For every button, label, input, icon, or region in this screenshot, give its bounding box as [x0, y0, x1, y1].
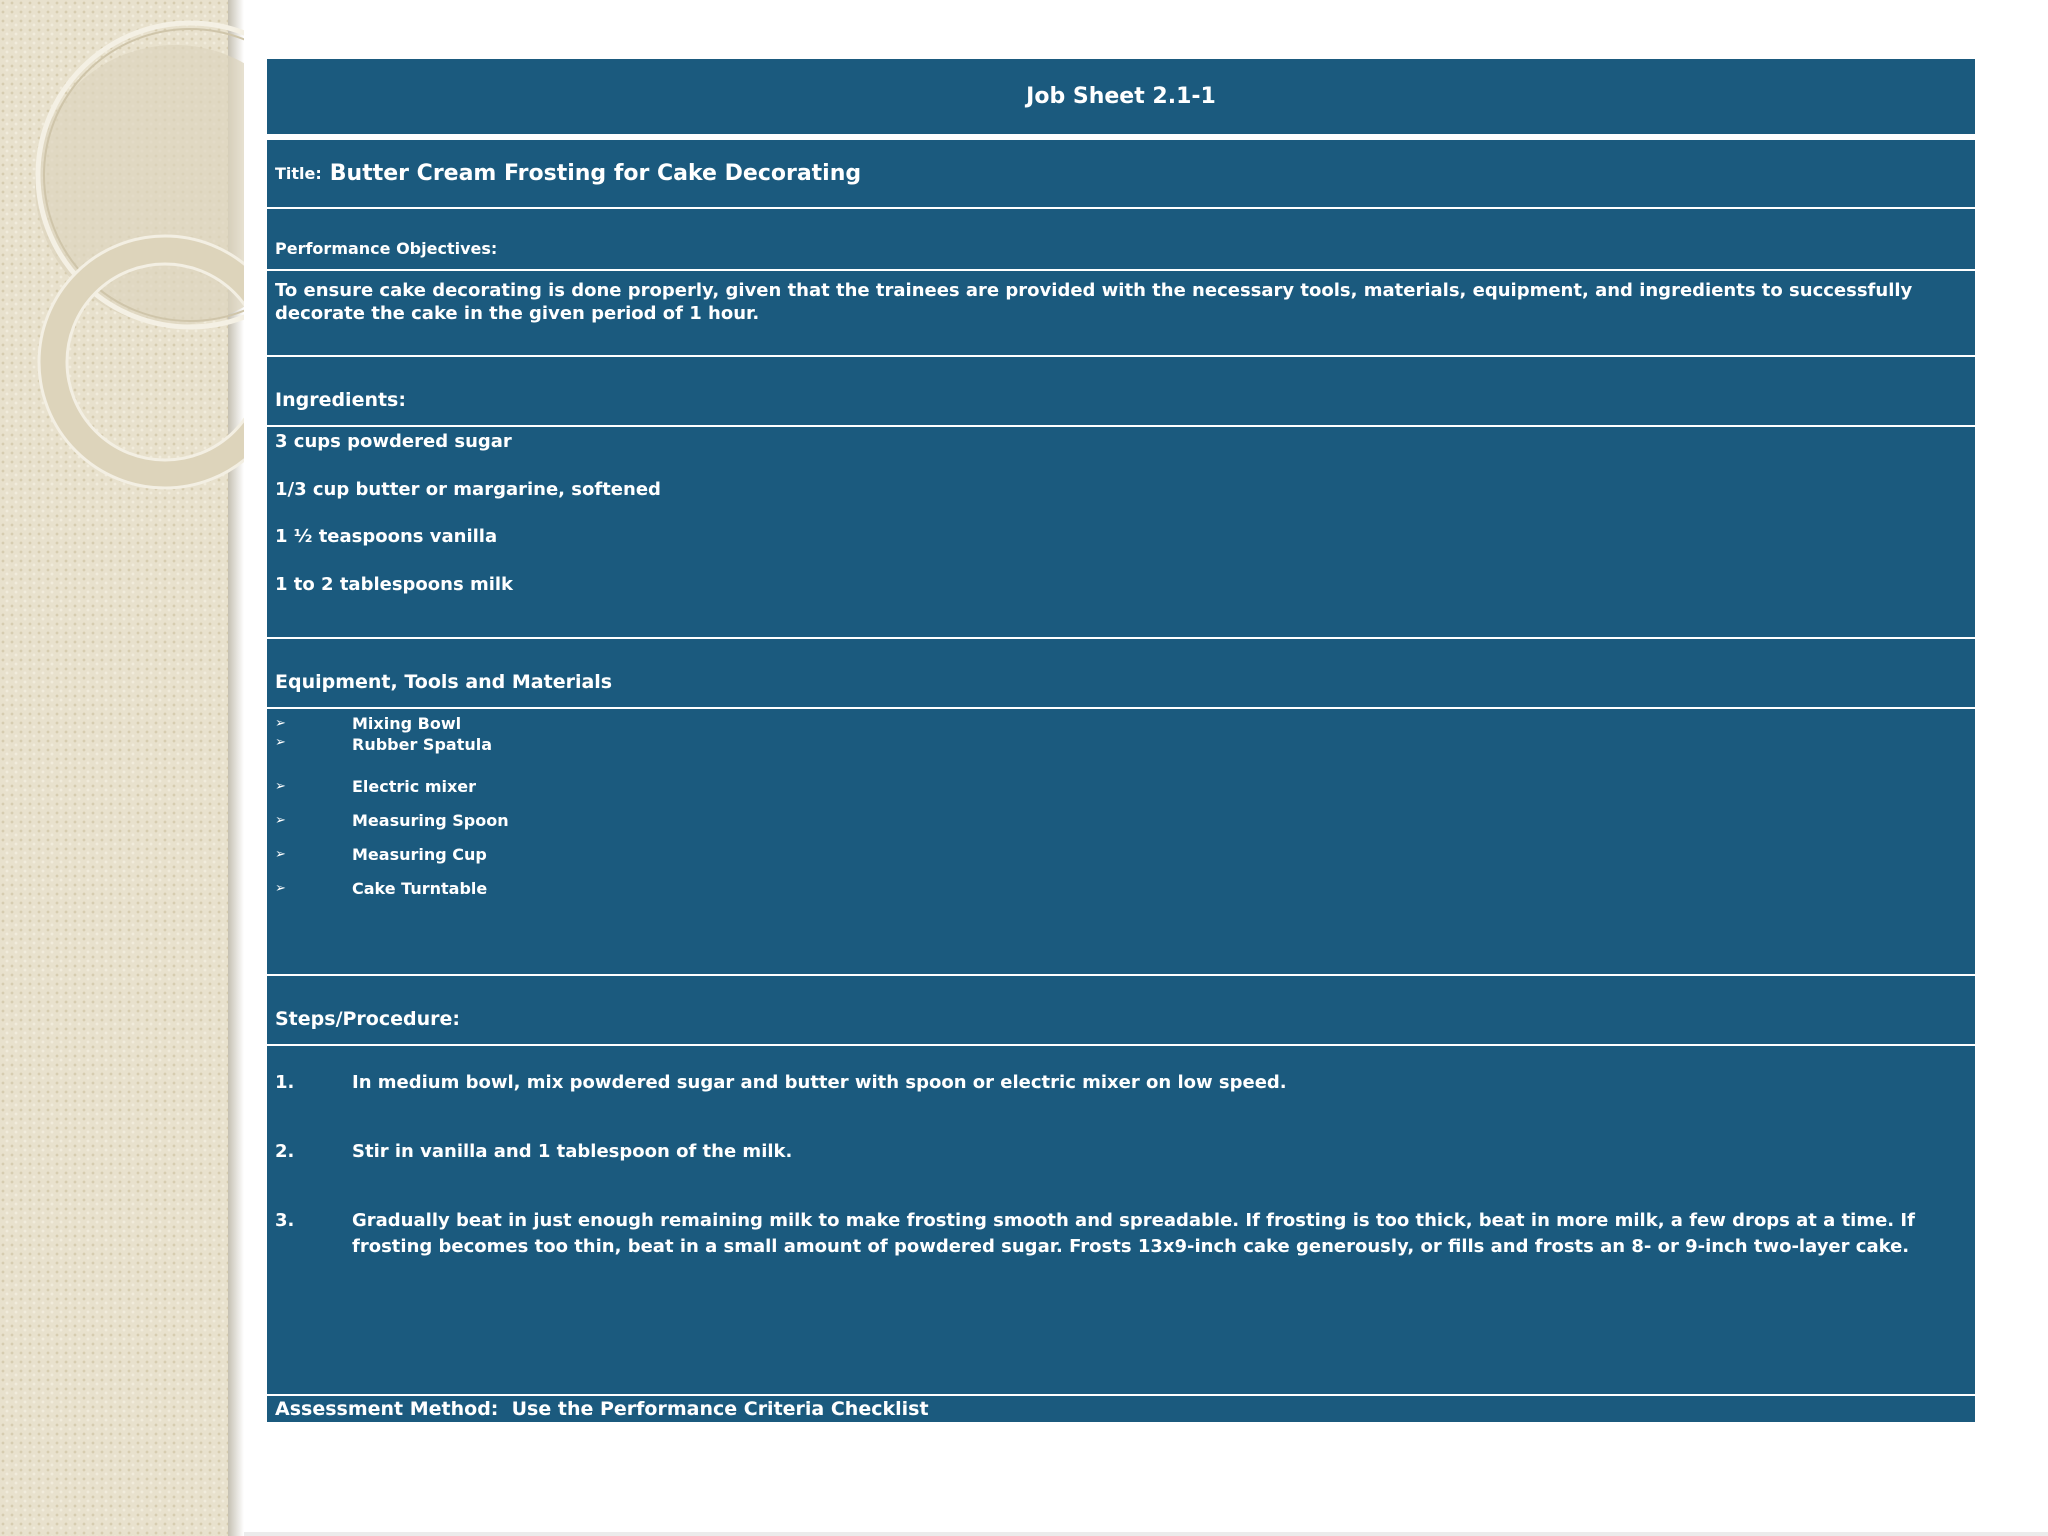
steps-label: [267, 976, 1975, 1044]
step-number: 1.: [275, 1072, 295, 1093]
assessment-method-row: [267, 1396, 1975, 1422]
performance-text: To ensure cake decorating is done properly, given that the trainees are provided with the necessary tools, materials, equipment, and ingredients to successfully decorate the cake in the given period of 1 hour.: [275, 280, 1913, 324]
assessment-text: Assessment Method: Use the Performance Criteria Checklist: [275, 1398, 929, 1420]
ingredients-label-text: Ingredients:: [275, 389, 406, 411]
arrow-bullet-icon: ➢: [275, 846, 286, 862]
arrow-bullet-icon: ➢: [275, 880, 286, 896]
list-item: 1 ½ teaspoons vanilla: [275, 526, 498, 547]
equipment-item-text: Mixing Bowl: [352, 714, 462, 733]
arrow-bullet-icon: ➢: [275, 716, 286, 731]
equipment-label-text: Equipment, Tools and Materials: [275, 671, 613, 693]
job-sheet-title: Job Sheet 2.1-1: [1026, 84, 1216, 109]
title-row: [267, 140, 1975, 207]
list-item: [275, 735, 1967, 769]
equipment-item-text: Measuring Cup: [352, 844, 487, 864]
list-item: [275, 803, 1967, 837]
step-text: Stir in vanilla and 1 tablespoon of the milk.: [352, 1141, 793, 1162]
performance-objectives-text: [267, 271, 1975, 355]
equipment-item-text: Rubber Spatula: [352, 735, 493, 754]
list-item: 3 cups powdered sugar: [275, 431, 512, 452]
job-sheet-table: [267, 59, 1975, 1422]
ingredients-list: [267, 427, 1975, 637]
list-item: 1 to 2 tablespoons milk: [275, 573, 514, 595]
bottom-rule: [244, 1532, 2048, 1536]
list-item: [275, 712, 1967, 735]
step-number: 3.: [275, 1210, 295, 1231]
equipment-item-text: Measuring Spoon: [352, 810, 509, 830]
arrow-bullet-icon: ➢: [275, 812, 286, 828]
equipment-item-text: Electric mixer: [352, 776, 477, 796]
equipment-list: [267, 709, 1975, 974]
list-item: [275, 1139, 1955, 1165]
step-text: Gradually beat in just enough remaining milk to make frosting smooth and spreadable. If frosting is too thick, beat in more milk, a few drops at a time. If frosting becomes too thin, beat in a small amount of powdered sugar. Frosts 13x9-inch cake generously, or fills and frosts an 8- or 9-inch two-layer cake.: [352, 1210, 1915, 1257]
performance-objectives-label: [267, 209, 1975, 269]
list-item: [275, 769, 1967, 803]
list-item: [275, 1208, 1955, 1260]
decorative-rings: [0, 0, 244, 520]
steps-label-text: Steps/Procedure:: [275, 1008, 460, 1030]
title-value: Butter Cream Frosting for Cake Decorating: [329, 161, 862, 186]
list-item: [275, 1070, 1955, 1096]
list-item: [275, 871, 1967, 905]
list-item: [275, 837, 1967, 871]
equipment-item-text: Cake Turntable: [352, 878, 488, 898]
arrow-bullet-icon: ➢: [275, 778, 286, 794]
job-sheet-header: [267, 59, 1975, 134]
title-label: Title:: [275, 164, 322, 183]
arrow-bullet-icon: ➢: [275, 735, 286, 750]
steps-list: [267, 1046, 1975, 1394]
list-item: 1/3 cup butter or margarine, softened: [275, 478, 661, 500]
step-text: In medium bowl, mix powdered sugar and butter with spoon or electric mixer on low speed.: [352, 1072, 1287, 1093]
equipment-label: [267, 639, 1975, 707]
step-number: 2.: [275, 1141, 295, 1162]
performance-label-text: Performance Objectives:: [275, 239, 498, 258]
ingredients-label: [267, 357, 1975, 425]
